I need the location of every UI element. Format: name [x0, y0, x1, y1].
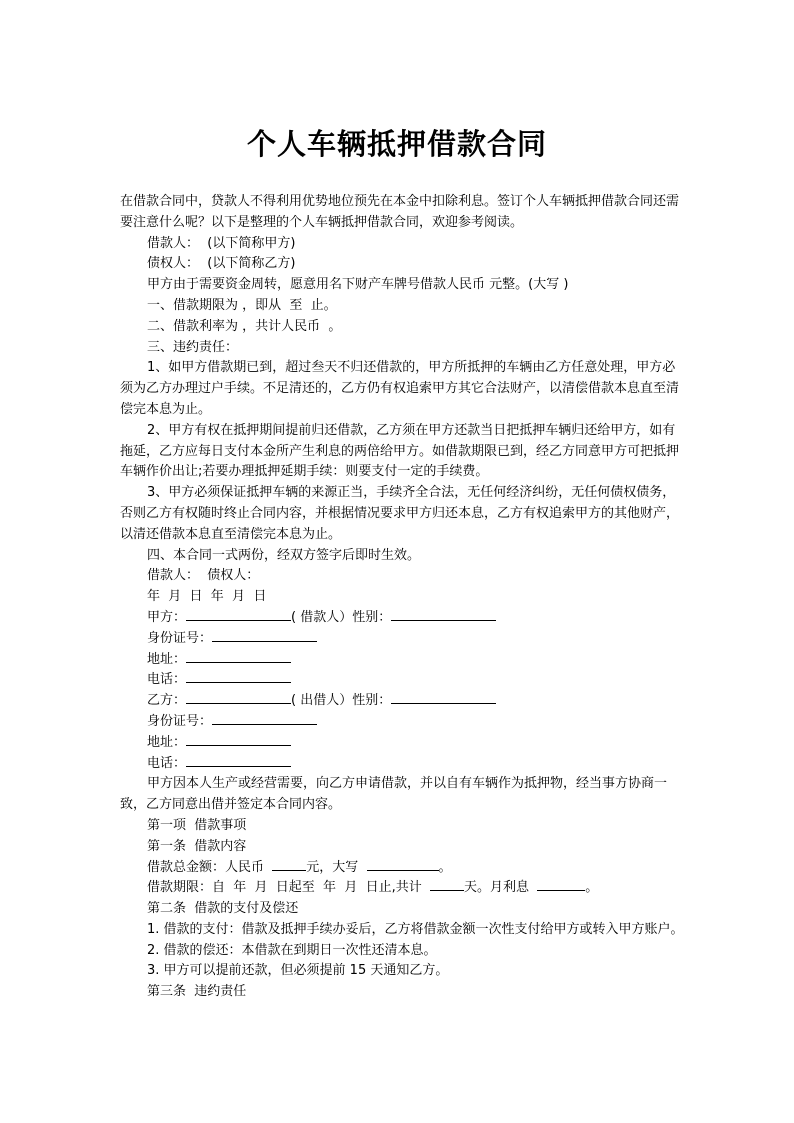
document-title: 个人车辆抵押借款合同 [246, 127, 547, 161]
party-a-id-blank[interactable] [212, 629, 317, 642]
party-a-row [120, 608, 686, 629]
party-b-label: 乙方： [147, 693, 187, 709]
period-mid: 天。月利息 [464, 880, 538, 896]
party-a-address-row [120, 650, 686, 671]
party-b-row [120, 691, 686, 712]
period-days-blank[interactable] [430, 878, 464, 891]
monthly-interest-blank[interactable] [537, 878, 585, 891]
loan-amount-row [120, 858, 686, 879]
amount-mid: 元，大写 [306, 859, 367, 875]
amount-prefix: 借款总金额：人民币 [147, 859, 273, 875]
payment-clause-3: 3. 甲方可以提前还款，但必须提前 15 天通知乙方。 [147, 963, 449, 979]
party-a-phone-blank[interactable] [186, 670, 291, 683]
article-3-heading: 第三条 违约责任 [147, 984, 247, 1000]
party-b-id-blank[interactable] [212, 712, 317, 725]
intro-paragraph: 在借款合同中，贷款人不得利用优势地位预先在本金中扣除利息。签订个人车辆抵押借款合同还需要注意什么呢？以下是整理的个人车辆抵押借款合同，欢迎参考阅读。 [120, 194, 680, 230]
amount-suffix: 。 [438, 859, 452, 875]
address-label: 地址： [147, 734, 187, 750]
copies-item: 四、本合同一式两份，经双方签字后即时生效。 [147, 547, 421, 563]
article-1-heading: 第一条 借款内容 [147, 838, 247, 854]
lender-line: 债权人： (以下简称乙方) [147, 256, 296, 272]
document-body [120, 192, 686, 1003]
interest-item: 二、借款利率为 ，共计人民币 。 [147, 318, 342, 334]
payment-clause-1: 1. 借款的支付：借款及抵押手续办妥后，乙方将借款金额一次性支付给甲方或转入甲方账户。 [147, 921, 684, 937]
liability-clause-2: 2、甲方有权在抵押期间提前归还借款，乙方须在甲方还款当日把抵押车辆归还给甲方，如有拖延，乙方应每日支付本金所产生利息的两倍给甲方。如借款期限已到，经乙方同意甲方可把抵押车辆作价出让;若要办理抵押延期手续：则要支付一定的手续费。 [120, 422, 680, 480]
address-label: 地址： [147, 651, 187, 667]
party-b-gender-blank[interactable] [391, 691, 496, 704]
liability-item: 三、违约责任： [147, 339, 239, 355]
party-b-role: ( 出借人）性别： [291, 693, 392, 709]
amount-number-blank[interactable] [272, 858, 306, 871]
phone-label: 电话： [147, 755, 187, 771]
party-b-address-row [120, 733, 686, 754]
article-2-heading: 第二条 借款的支付及偿还 [147, 901, 299, 917]
party-a-label: 甲方： [147, 609, 187, 625]
payment-clause-2: 2. 借款的偿还：本借款在到期日一次性还清本息。 [147, 942, 437, 958]
party-b-address-blank[interactable] [186, 733, 291, 746]
id-label: 身份证号： [147, 630, 213, 646]
party-a-role: ( 借款人）性别： [291, 609, 392, 625]
party-a-id-row [120, 629, 686, 650]
liability-clause-1: 1、如甲方借款期已到，超过叁天不归还借款的，甲方所抵押的车辆由乙方任意处理，甲方必须为乙方办理过户手续。不足清还的，乙方仍有权追索甲方其它合法财产，以清偿借款本息直至清偿完本息为止。 [120, 360, 680, 417]
loan-period-row [120, 878, 686, 899]
phone-label: 电话： [147, 672, 187, 688]
reason-paragraph: 甲方因本人生产或经营需要，向乙方申请借款，并以自有车辆作为抵押物，经当事方协商一致，乙方同意出借并签定本合同内容。 [120, 776, 668, 813]
party-a-gender-blank[interactable] [391, 608, 496, 621]
party-a-phone-row [120, 670, 686, 691]
liability-clause-3: 3、甲方必须保证抵押车辆的来源正当，手续齐全合法，无任何经济纠纷，无任何债权债务，否则乙方有权随时终止合同内容，并根据情况要求甲方归还本息，乙方有权追索甲方的其他财产，以清还借款本息直至清偿完本息为止。 [120, 485, 680, 542]
party-b-id-row [120, 712, 686, 733]
period-prefix: 借款期限：自 年 月 日起至 年 月 日止,共计 [147, 880, 430, 896]
party-b-name-blank[interactable] [186, 691, 291, 704]
party-a-address-blank[interactable] [186, 650, 291, 663]
id-label: 身份证号： [147, 713, 213, 729]
term-item: 一、借款期限为 ，即从 至 止。 [147, 297, 337, 313]
signature-line: 借款人： 债权人： [147, 568, 260, 584]
party-b-phone-blank[interactable] [186, 754, 291, 767]
section-1-heading: 第一项 借款事项 [147, 817, 247, 833]
date-line: 年 月 日 年 月 日 [147, 589, 267, 605]
amount-words-blank[interactable] [367, 858, 439, 871]
need-paragraph: 甲方由于需要资金周转，愿意用名下财产车牌号借款人民币 元整。(大写 ) [147, 277, 569, 293]
period-suffix: 。 [585, 880, 599, 896]
borrower-line: 借款人： (以下简称甲方) [147, 235, 296, 251]
party-b-phone-row [120, 754, 686, 775]
party-a-name-blank[interactable] [186, 608, 291, 621]
